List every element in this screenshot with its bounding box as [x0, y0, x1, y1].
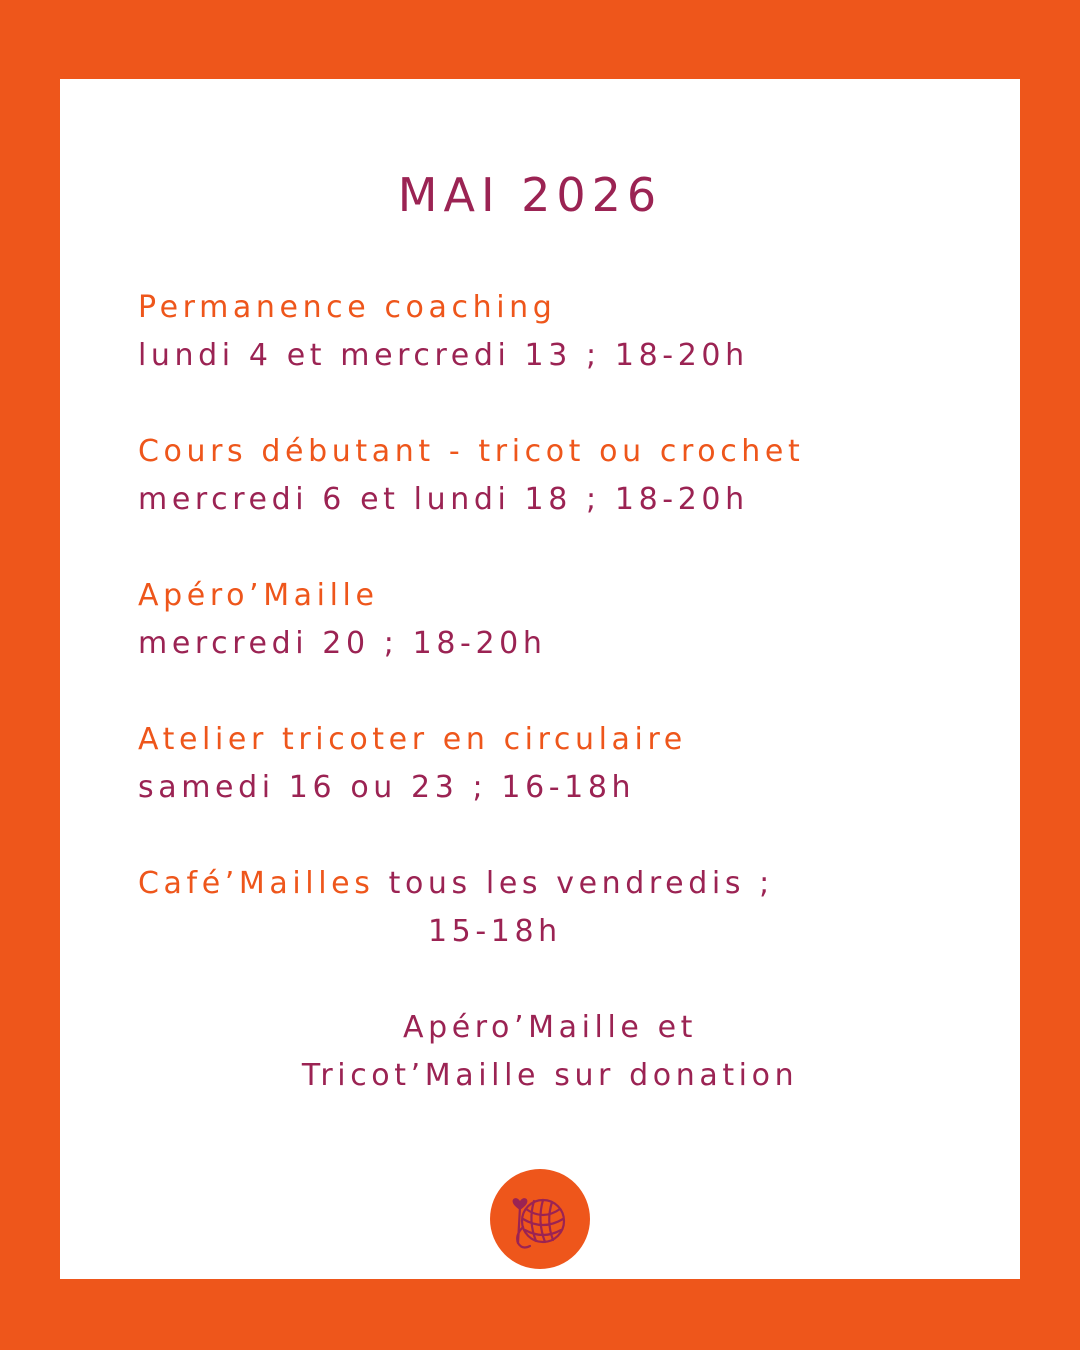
event-schedule: mercredi 20 ; 18-20h [138, 626, 547, 661]
event-apero-maille [138, 572, 998, 668]
event-time: 15-18h [428, 914, 562, 949]
event-permanence-coaching [138, 284, 998, 380]
event-name: Apéro’Maille [138, 578, 379, 613]
event-schedule: mercredi 6 et lundi 18 ; 18-20h [138, 482, 749, 517]
event-schedule: samedi 16 ou 23 ; 16-18h [138, 770, 636, 805]
page-title: MAI 2026 [397, 168, 663, 222]
event-atelier-circulaire [138, 716, 998, 812]
donation-note-line1: Apéro’Maille et [402, 1010, 698, 1045]
event-schedule: tous les vendredis ; [374, 866, 774, 901]
event-cafe-mailles [138, 860, 998, 949]
event-name: Atelier tricoter en circulaire [138, 722, 687, 757]
event-cours-debutant [138, 428, 998, 524]
event-name: Café’Mailles [138, 866, 375, 901]
donation-note-line2: Tricot’Maille sur donation [301, 1058, 799, 1093]
event-name: Permanence coaching [138, 290, 557, 325]
event-schedule: lundi 4 et mercredi 13 ; 18-20h [138, 338, 749, 373]
cafe-line [138, 860, 998, 908]
event-name: Cours débutant - tricot ou crochet [138, 434, 805, 469]
yarn-ball-heart-icon [490, 1169, 590, 1269]
